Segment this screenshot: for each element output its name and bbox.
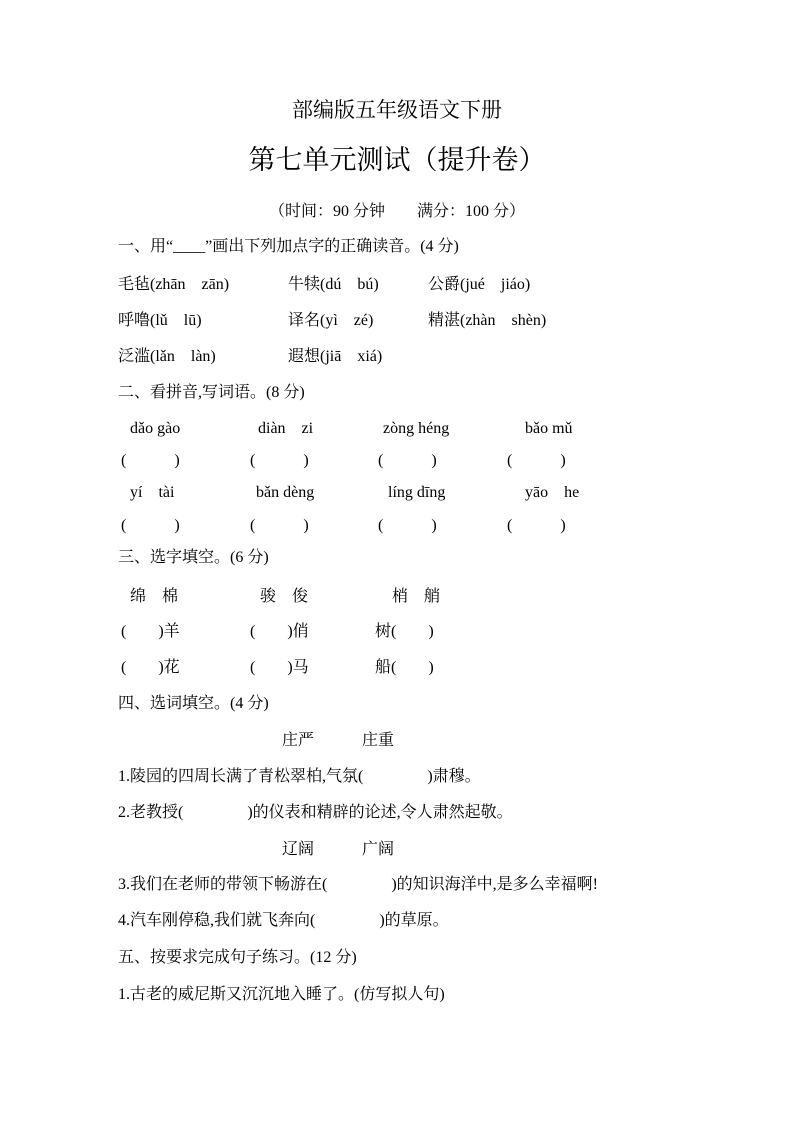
answer-blank[interactable]: ( ) bbox=[250, 452, 309, 469]
word-choices: 辽阔 广阔 bbox=[282, 839, 395, 858]
section-1-heading: 一、用“____”画出下列加点字的正确读音。(4 分) bbox=[118, 238, 459, 255]
question: 4.汽车刚停稳,我们就飞奔向( )的草原。 bbox=[118, 912, 449, 929]
question: 3.我们在老师的带领下畅游在( )的知识海洋中,是多么幸福啊! bbox=[118, 876, 598, 893]
section-4-heading: 四、选词填空。(4 分) bbox=[118, 695, 269, 712]
answer-blank[interactable]: ( ) bbox=[121, 517, 180, 534]
pinyin: dǎo gào bbox=[130, 420, 181, 437]
answer-blank[interactable]: ( ) bbox=[507, 452, 566, 469]
question: 1.陵园的四周长满了青松翠柏,气氛( )肃穆。 bbox=[118, 768, 481, 785]
char-group: 骏 俊 bbox=[260, 586, 309, 605]
list-item: 精湛(zhàn shèn) bbox=[428, 312, 547, 329]
answer-blank[interactable]: ( ) bbox=[250, 517, 309, 534]
answer-blank[interactable]: ( ) bbox=[378, 452, 437, 469]
pinyin: yí tài bbox=[130, 484, 175, 501]
pinyin: líng dīng bbox=[388, 484, 446, 501]
fill-blank[interactable]: ( )俏 bbox=[250, 623, 309, 640]
list-item: 毛毡(zhān zān) bbox=[118, 276, 230, 293]
list-item: 公爵(jué jiáo) bbox=[428, 276, 531, 293]
pinyin: zòng héng bbox=[383, 420, 450, 437]
answer-blank[interactable]: ( ) bbox=[507, 517, 566, 534]
fill-blank[interactable]: ( )马 bbox=[250, 659, 309, 676]
section-3-heading: 三、选字填空。(6 分) bbox=[118, 549, 269, 566]
page-title: 第七单元测试（提升卷） bbox=[248, 145, 546, 176]
pinyin: bǎn dèng bbox=[256, 484, 315, 501]
list-item: 遐想(jiā xiá) bbox=[288, 348, 383, 365]
list-item: 泛滥(lǎn làn) bbox=[118, 348, 216, 365]
exam-info: （时间：90 分钟 满分：100 分） bbox=[268, 203, 525, 220]
answer-blank[interactable]: ( ) bbox=[121, 452, 180, 469]
list-item: 呼噜(lǔ lū) bbox=[118, 312, 202, 329]
pinyin: yāo he bbox=[525, 484, 580, 501]
question: 2.老教授( )的仪表和精辟的论述,令人肃然起敬。 bbox=[118, 804, 513, 821]
fill-blank[interactable]: 船( ) bbox=[375, 659, 434, 676]
pinyin: diàn zi bbox=[258, 420, 314, 437]
char-group: 绵 棉 bbox=[130, 586, 179, 605]
fill-blank[interactable]: ( )花 bbox=[121, 659, 180, 676]
list-item: 牛犊(dú bú) bbox=[288, 276, 379, 293]
section-5-heading: 五、按要求完成句子练习。(12 分) bbox=[118, 949, 357, 966]
list-item: 译名(yì zé) bbox=[288, 312, 374, 329]
fill-blank[interactable]: 树( ) bbox=[375, 623, 434, 640]
char-group: 梢 艄 bbox=[392, 586, 441, 605]
answer-blank[interactable]: ( ) bbox=[378, 517, 437, 534]
word-choices: 庄严 庄重 bbox=[282, 730, 395, 749]
question: 1.古老的威尼斯又沉沉地入睡了。(仿写拟人句) bbox=[118, 986, 445, 1003]
pinyin: bǎo mǔ bbox=[525, 420, 573, 437]
subtitle: 部编版五年级语文下册 bbox=[292, 98, 502, 122]
fill-blank[interactable]: ( )羊 bbox=[121, 623, 180, 640]
section-2-heading: 二、看拼音,写词语。(8 分) bbox=[118, 384, 305, 401]
